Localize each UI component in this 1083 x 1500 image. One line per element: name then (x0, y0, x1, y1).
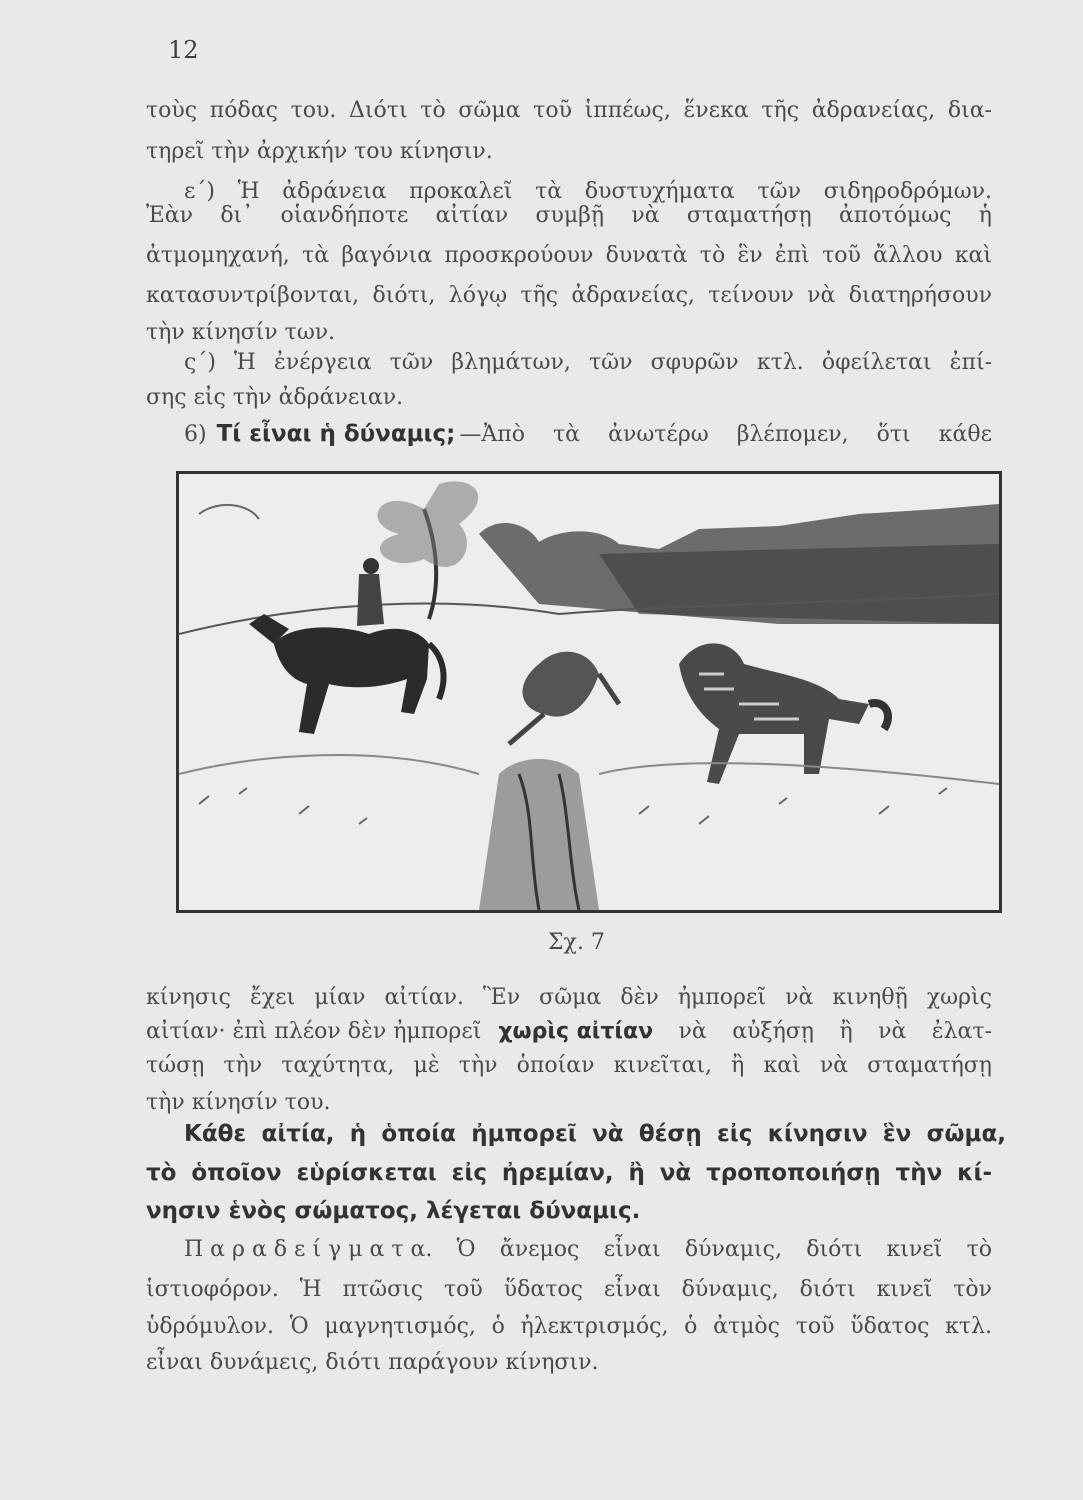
section-heading (184, 420, 992, 449)
text-line: τώσῃ τὴν ταχύτητα, μὲ τὴν ὁποίαν κινεῖται, ἢ καὶ νὰ σταματήσῃ (146, 1053, 992, 1078)
text-line: ς΄) Ἡ ἐνέργεια τῶν βλημάτων, τῶν σφυρῶν κτλ. ὀφείλεται ἐπί- (184, 350, 992, 375)
text-line: Ἐὰν δι᾽ οἱανδήποτε αἰτίαν συμβῇ νὰ σταματήσῃ ἀποτόμως ἡ (146, 203, 992, 228)
text-line: ἀτμομηχανή, τὰ βαγόνια προσκρούουν δυνατὰ τὸ ἓν ἐπὶ τοῦ ἄλλου καὶ (146, 243, 992, 268)
page-number: 12 (168, 36, 199, 64)
emphasis-text: χωρὶς αἰτίαν (498, 1019, 654, 1044)
examples-label: Π α ρ α δ ε ί γ μ α τ α. (184, 1237, 433, 1262)
section-number: 6) (184, 422, 207, 447)
figure-caption: Σχ. 7 (548, 930, 605, 955)
text-line: κίνησις ἔχει μίαν αἰτίαν. Ἓν σῶμα δὲν ἠμπορεῖ νὰ κινηθῇ χωρὶς (146, 985, 992, 1010)
text-line: κατασυντρίβονται, διότι, λόγῳ τῆς ἀδρανείας, τείνουν νὰ διατηρήσουν (146, 283, 992, 308)
text-line: τὴν κίνησίν του. (146, 1090, 331, 1115)
definition-line: τὸ ὁποῖον εὑρίσκεται εἰς ἠρεμίαν, ἢ νὰ τροποποιήσῃ τὴν κί- (146, 1160, 992, 1186)
text-line: σης εἰς τὴν ἀδράνειαν. (146, 385, 404, 410)
section-text: —Ἀπὸ τὰ ἀνωτέρω βλέπομεν, ὅτι κάθε (459, 422, 992, 447)
text-line: ἱστιοφόρον. Ἡ πτῶσις τοῦ ὕδατος εἶναι δύναμις, διότι κινεῖ τὸν (146, 1277, 992, 1302)
text-line: τὴν κίνησίν των. (146, 320, 336, 345)
text-line-with-emphasis (146, 1018, 992, 1046)
text-line: ὑδρόμυλον. Ὁ μαγνητισμός, ὁ ἠλεκτρισμός, ὁ ἀτμὸς τοῦ ὕδατος κτλ. (146, 1314, 992, 1339)
text-line: τηρεῖ τὴν ἀρχικήν του κίνησιν. (146, 139, 493, 164)
definition-line: νησιν ἑνὸς σώματος, λέγεται δύναμις. (146, 1198, 641, 1224)
text-line: εἶναι δυνάμεις, διότι παράγουν κίνησιν. (146, 1350, 599, 1375)
horse-rider-illustration (179, 474, 999, 910)
text-line: ε΄) Ἡ ἀδράνεια προκαλεῖ τὰ δυστυχήματα τῶν σιδηροδρόμων. (184, 179, 992, 204)
text-segment: νὰ αὐξήσῃ ἢ νὰ ἐλατ- (653, 1019, 992, 1044)
figure-illustration (176, 471, 1002, 913)
examples-line (184, 1236, 992, 1264)
text-line: τοὺς πόδας του. Διότι τὸ σῶμα τοῦ ἱππέως, ἕνεκα τῆς ἀδρανείας, δια- (146, 98, 992, 123)
definition-line: Κάθε αἰτία, ἡ ὁποία ἠμπορεῖ νὰ θέσῃ εἰς κίνησιν ἓν σῶμα, (184, 1121, 1006, 1147)
section-title: Τί εἶναι ἡ δύναμις; (216, 421, 456, 447)
text-segment: αἰτίαν· ἐπὶ πλέον δὲν ἠμπορεῖ (146, 1019, 489, 1044)
text-segment: Ὁ ἄνεμος εἶναι δύναμις, διότι κινεῖ τὸ (432, 1237, 992, 1262)
